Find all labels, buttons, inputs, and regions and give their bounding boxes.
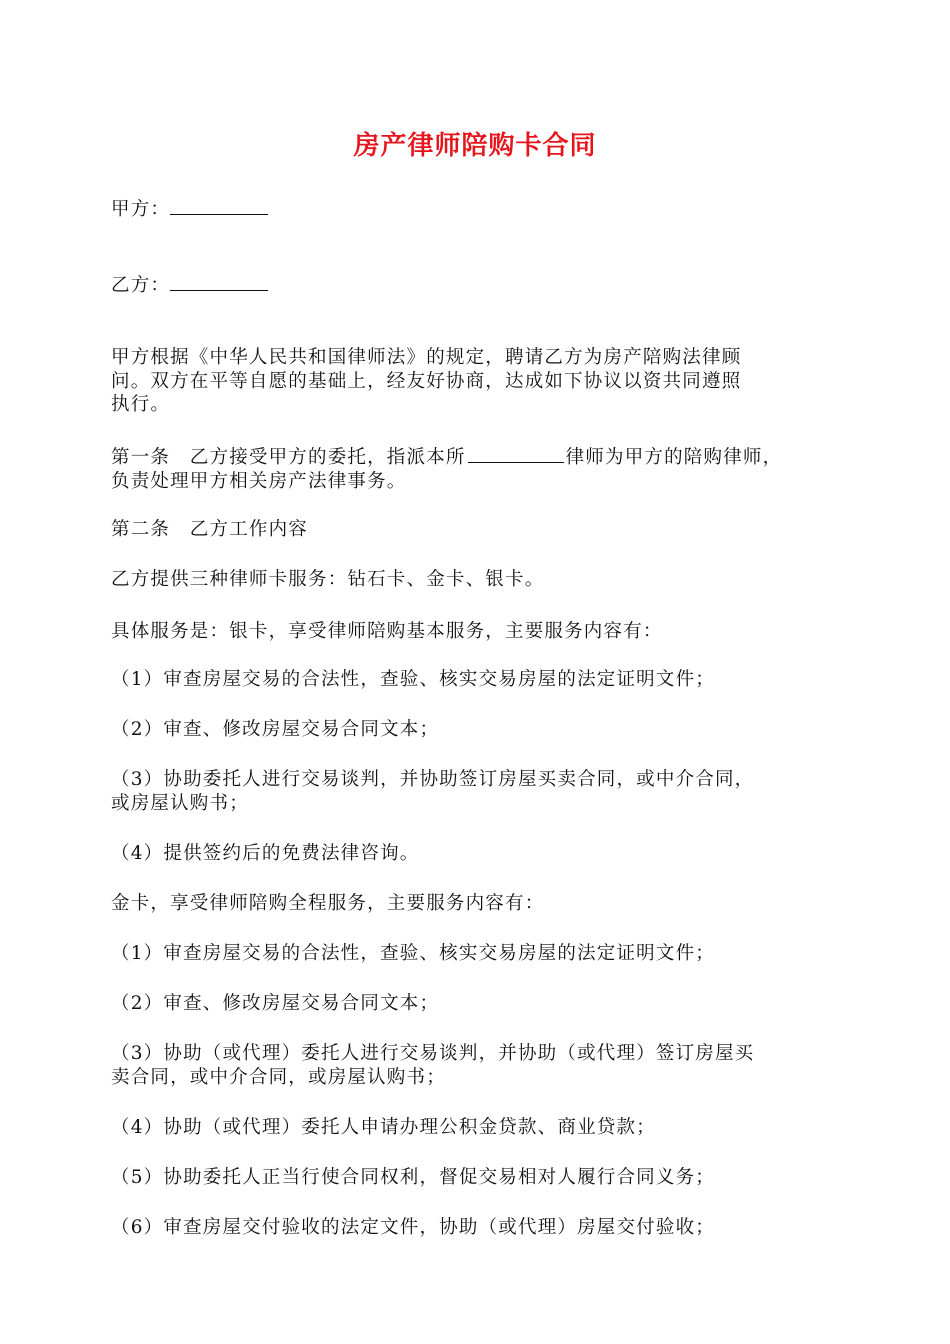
- article-1-line: 负责处理甲方相关房产法律事务。: [111, 470, 407, 492]
- silver-item-line: （3）协助委托人进行交易谈判，并协助签订房屋买卖合同，或中介合同，: [111, 769, 755, 790]
- intro-line: 甲方根据《中华人民共和国律师法》的规定，聘请乙方为房产陪购法律顾: [111, 347, 742, 368]
- gold-item: （2）审查、修改房屋交易合同文本；: [111, 993, 440, 1014]
- gold-item-line: （3）协助（或代理）委托人进行交易谈判，并协助（或代理）签订房屋买: [111, 1043, 755, 1064]
- party-a-line: [111, 196, 846, 222]
- intro-line: 执行。: [111, 394, 171, 415]
- gold-card-intro: 金卡，享受律师陪购全程服务，主要服务内容有：: [111, 893, 545, 914]
- gold-item: （4）协助（或代理）委托人申请办理公积金贷款、商业贷款；: [111, 1117, 656, 1138]
- party-a-label: 甲方：: [111, 199, 171, 220]
- silver-item-line: 或房屋认购书；: [111, 792, 249, 814]
- intro-line: 问。双方在平等自愿的基础上，经友好协商，达成如下协议以资共同遵照: [111, 370, 742, 392]
- gold-item: （5）协助委托人正当行使合同权利，督促交易相对人履行合同义务；: [111, 1167, 715, 1188]
- party-b-line: [111, 272, 846, 298]
- article-1-text-after: 律师为甲方的陪购律师，: [565, 447, 783, 468]
- article-1-text-before: 第一条 乙方接受甲方的委托，指派本所: [111, 447, 466, 468]
- document-title: 房产律师陪购卡合同: [353, 131, 597, 161]
- lawyer-name-blank[interactable]: [468, 444, 564, 463]
- gold-item: （6）审查房屋交付验收的法定文件，协助（或代理）房屋交付验收；: [111, 1217, 715, 1238]
- party-b-label: 乙方：: [111, 275, 171, 296]
- service-types: 乙方提供三种律师卡服务：钻石卡、金卡、银卡。: [111, 569, 545, 590]
- gold-item: （1）审查房屋交易的合法性，查验、核实交易房屋的法定证明文件；: [111, 943, 715, 964]
- silver-card-intro: 具体服务是：银卡，享受律师陪购基本服务，主要服务内容有：: [111, 621, 663, 642]
- intro-paragraph: [111, 346, 846, 417]
- gold-item: [111, 1042, 846, 1089]
- silver-item: （4）提供签约后的免费法律咨询。: [111, 843, 420, 864]
- party-b-blank[interactable]: [170, 272, 268, 291]
- silver-item: [111, 768, 846, 815]
- gold-item-line: 卖合同，或中介合同，或房屋认购书；: [111, 1066, 446, 1088]
- silver-item: （1）审查房屋交易的合法性，查验、核实交易房屋的法定证明文件；: [111, 669, 715, 690]
- article-1: [111, 444, 846, 493]
- article-2-heading: 第二条 乙方工作内容: [111, 519, 309, 540]
- party-a-blank[interactable]: [170, 196, 268, 215]
- article-1-line: [111, 444, 846, 470]
- silver-item: （2）审查、修改房屋交易合同文本；: [111, 719, 440, 740]
